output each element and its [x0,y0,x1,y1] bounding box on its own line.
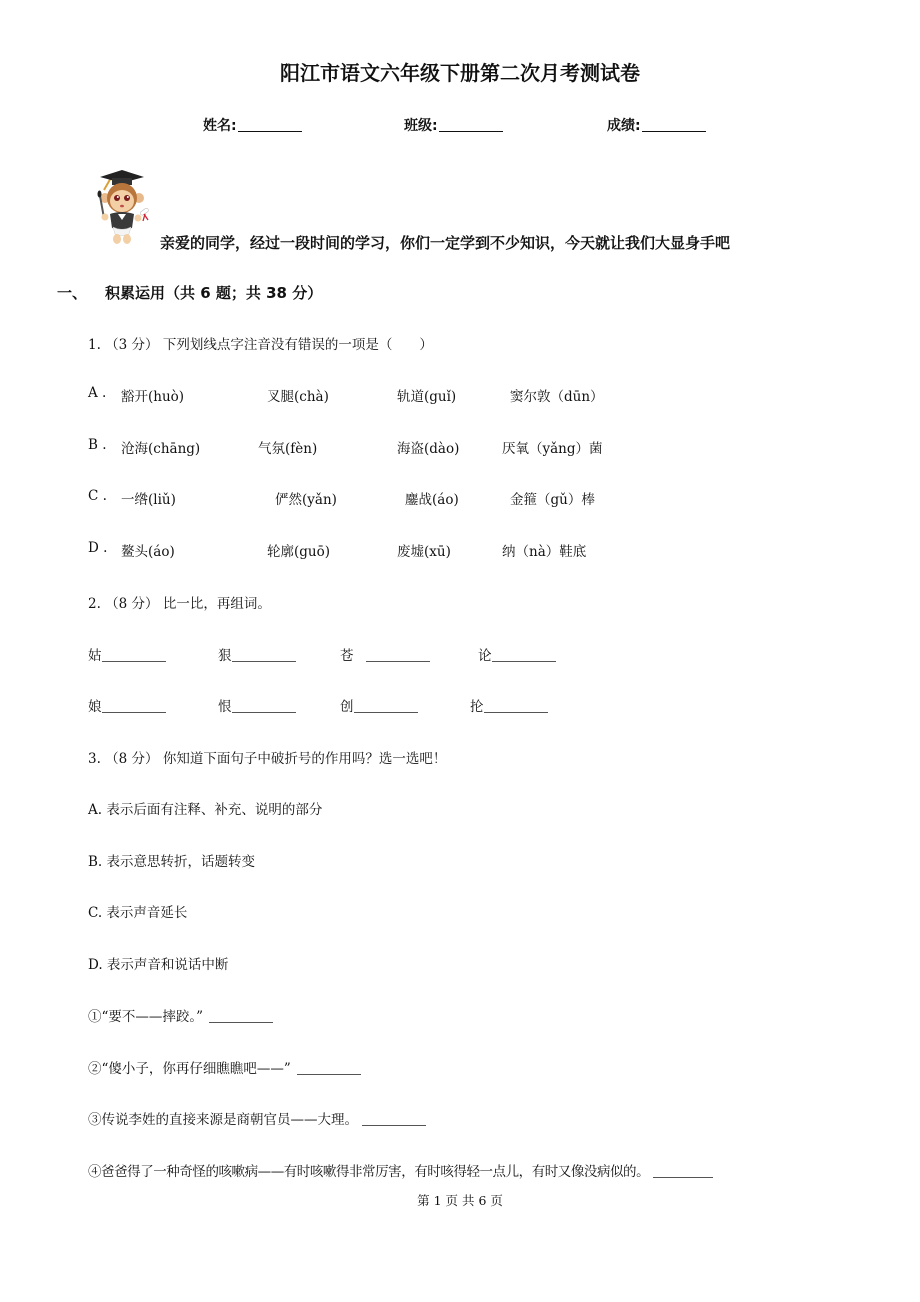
word-char: 创 [340,699,354,715]
answer-blank[interactable] [653,1164,713,1178]
option-letter: D . [88,540,108,556]
answer-blank[interactable] [492,648,556,662]
option-item: 鏖战(áo) [405,492,459,508]
answer-blank[interactable] [209,1009,273,1023]
q3-option-c: C. 表示声音延长 [88,905,188,921]
word-pair-item[interactable] [218,695,296,715]
class-label: 班级: [404,118,438,134]
option-item: 一绺(liǔ) [121,492,176,508]
score-field[interactable] [607,115,706,135]
score-label: 成绩: [607,118,641,134]
option-item: 叉腿(chà) [267,389,329,405]
option-item: 厌氧（yǎng）菌 [502,441,603,457]
q3-option-a: A. 表示后面有注释、补充、说明的部分 [88,802,323,818]
class-field[interactable] [404,115,503,135]
q3-option-b: B. 表示意思转折，话题转变 [88,854,256,870]
score-blank[interactable] [642,117,706,132]
option-item: 鳌头(áo) [121,544,175,560]
q3-option-d: D. 表示声音和说话中断 [88,957,229,973]
option-item: 沧海(chāng) [121,441,201,457]
word-pair-item[interactable] [340,644,430,664]
word-pair-item[interactable] [88,695,166,715]
word-pair-item[interactable] [218,644,296,664]
option-item: 轨道(guǐ) [397,389,457,405]
graduate-monkey-mascot-icon [90,168,154,246]
sentence-text: ③传说李姓的直接来源是商朝官员——大理。 [88,1112,358,1128]
q3-sentence-4[interactable] [88,1160,713,1180]
word-pair-item[interactable] [470,695,548,715]
word-char: 姑 [88,648,102,664]
sentence-text: ①“要不——摔跤。” [88,1009,204,1025]
section-title: 积累运用（共 6 题；共 38 分） [105,284,323,302]
option-item: 俨然(yǎn) [275,492,337,508]
word-pair-item[interactable] [340,695,418,715]
class-blank[interactable] [439,117,503,132]
option-letter: C . [88,488,107,504]
word-char: 抡 [470,699,484,715]
answer-blank[interactable] [102,648,166,662]
q3-sentence-2[interactable] [88,1057,361,1077]
word-char: 娘 [88,699,102,715]
answer-blank[interactable] [232,648,296,662]
answer-blank[interactable] [362,1112,426,1126]
answer-blank[interactable] [484,699,548,713]
option-item: 窦尔敦（dūn） [510,389,604,405]
option-item: 纳（nà）鞋底 [502,544,587,560]
option-item: 豁开(huò) [121,389,185,405]
section-heading [57,282,322,303]
q2-stem: 2. （8 分） 比一比，再组词。 [88,596,271,612]
page-number: 第 1 页 共 6 页 [417,1193,503,1208]
q3-stem: 3. （8 分） 你知道下面句子中破折号的作用吗？选一选吧！ [88,751,447,767]
option-item: 废墟(xū) [397,544,451,560]
answer-blank[interactable] [366,648,430,662]
q3-sentence-3[interactable] [88,1108,426,1128]
word-char: 恨 [218,699,232,715]
q3-sentence-1[interactable] [88,1005,273,1025]
word-char: 论 [478,648,492,664]
option-letter: B . [88,437,107,453]
name-blank[interactable] [238,117,302,132]
option-letter: A . [88,385,107,401]
sentence-text: ②“傻小子，你再仔细瞧瞧吧——” [88,1061,291,1077]
answer-blank[interactable] [102,699,166,713]
word-pair-item[interactable] [478,644,556,664]
option-item: 海盗(dào) [397,441,460,457]
word-pair-item[interactable] [88,644,166,664]
exam-title: 阳江市语文六年级下册第二次月考测试卷 [280,61,640,85]
option-item: 轮廓(guō) [267,544,330,560]
answer-blank[interactable] [354,699,418,713]
option-item: 金箍（gǔ）棒 [510,492,595,508]
answer-blank[interactable] [297,1061,361,1075]
section-number: 一、 [57,284,88,302]
q1-stem: 1. （3 分） 下列划线点字注音没有错误的一项是（ ） [88,337,433,353]
option-item: 气氛(fèn) [258,441,318,457]
word-char: 苍 [340,648,358,664]
word-char: 狠 [218,648,232,664]
name-field[interactable] [203,115,302,135]
sentence-text: ④爸爸得了一种奇怪的咳嗽病——有时咳嗽得非常厉害，有时咳得轻一点儿，有时又像没病似的。 [88,1164,650,1180]
name-label: 姓名: [203,118,237,134]
greeting-text: 亲爱的同学，经过一段时间的学习，你们一定学到不少知识，今天就让我们大显身手吧 [160,234,731,252]
answer-blank[interactable] [232,699,296,713]
